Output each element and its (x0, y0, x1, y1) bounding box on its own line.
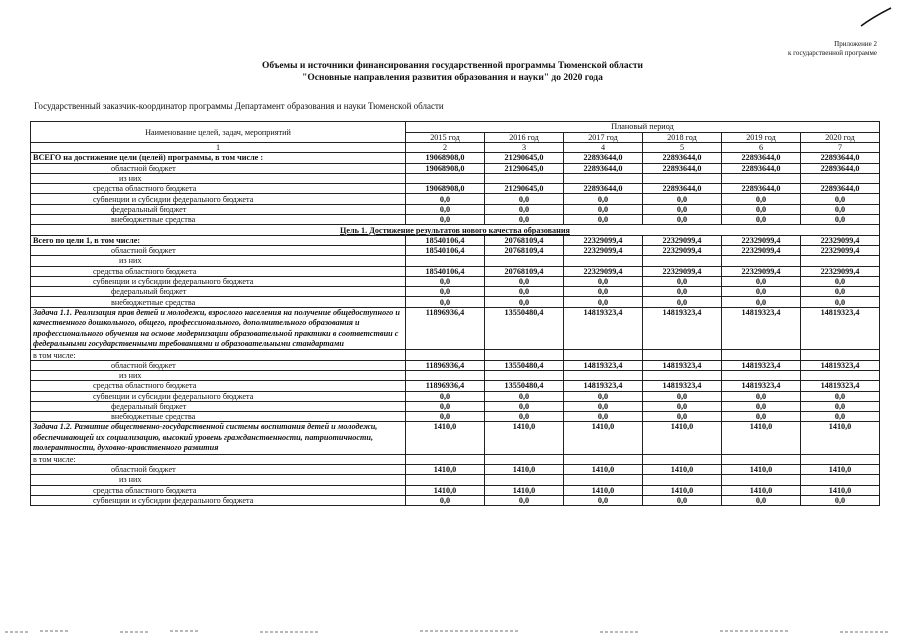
row-value: 0,0 (722, 287, 801, 297)
row-label: областной бюджет (31, 360, 406, 370)
header-year: 2015 год (406, 132, 485, 143)
row-value: 19068908,0 (406, 153, 485, 163)
task-row (31, 307, 880, 350)
row-value: 1410,0 (564, 485, 643, 495)
row-label: средства областного бюджета (31, 381, 406, 391)
row-value: 20768109,4 (485, 245, 564, 255)
row-value (406, 475, 485, 485)
row-value: 0,0 (801, 276, 880, 286)
row-value (801, 173, 880, 183)
row-value: 0,0 (406, 391, 485, 401)
row-value: 0,0 (722, 495, 801, 505)
table-row (31, 287, 880, 297)
row-value: 1410,0 (406, 464, 485, 474)
table-row (31, 464, 880, 474)
empty-cell (406, 454, 485, 464)
empty-cell (801, 454, 880, 464)
task-value: 1410,0 (485, 422, 564, 454)
row-value: 0,0 (564, 215, 643, 225)
row-value: 14819323,4 (722, 360, 801, 370)
row-value: 0,0 (801, 412, 880, 422)
row-value: 0,0 (801, 495, 880, 505)
row-value (722, 256, 801, 266)
row-value: 14819323,4 (722, 381, 801, 391)
row-value: 19068908,0 (406, 184, 485, 194)
appendix-line2: к государственной программе (788, 49, 877, 57)
task-value: 11896936,4 (406, 307, 485, 350)
empty-cell (722, 350, 801, 360)
row-value: 13550480,4 (485, 360, 564, 370)
appendix-line1: Приложение 2 (834, 40, 877, 48)
table-row (31, 475, 880, 485)
table-row (31, 370, 880, 380)
row-value: 19068908,0 (406, 163, 485, 173)
row-value (643, 173, 722, 183)
header-number: 3 (485, 143, 564, 153)
row-value: 14819323,4 (801, 381, 880, 391)
table-row (31, 235, 880, 245)
empty-cell (643, 454, 722, 464)
row-value: 0,0 (722, 215, 801, 225)
row-value: 22329099,4 (722, 245, 801, 255)
row-value: 0,0 (643, 194, 722, 204)
row-value: 22893644,0 (801, 163, 880, 173)
row-value: 0,0 (643, 204, 722, 214)
row-value (406, 370, 485, 380)
table-row (31, 485, 880, 495)
row-value: 21290645,0 (485, 163, 564, 173)
table-row (31, 495, 880, 505)
row-value (722, 370, 801, 380)
row-label: областной бюджет (31, 464, 406, 474)
table-row (31, 360, 880, 370)
row-value: 14819323,4 (643, 360, 722, 370)
row-label: средства областного бюджета (31, 485, 406, 495)
row-value: 0,0 (564, 412, 643, 422)
row-value: 11896936,4 (406, 360, 485, 370)
row-value: 22893644,0 (801, 153, 880, 163)
row-value (643, 370, 722, 380)
incl-label: в том числе: (31, 454, 406, 464)
row-value: 22329099,4 (564, 266, 643, 276)
row-value: 1410,0 (643, 485, 722, 495)
row-value: 0,0 (643, 297, 722, 307)
row-value: 0,0 (801, 297, 880, 307)
task-value: 14819323,4 (643, 307, 722, 350)
row-value: 1410,0 (722, 464, 801, 474)
task-value: 1410,0 (722, 422, 801, 454)
row-label: федеральный бюджет (31, 287, 406, 297)
row-value: 14819323,4 (801, 360, 880, 370)
row-value: 0,0 (801, 194, 880, 204)
table-row (31, 381, 880, 391)
row-value: 0,0 (722, 391, 801, 401)
row-value: 0,0 (643, 276, 722, 286)
row-value: 0,0 (485, 204, 564, 214)
row-value: 0,0 (722, 297, 801, 307)
row-value: 0,0 (643, 401, 722, 411)
row-label: субвенции и субсидии федерального бюджета (31, 495, 406, 505)
table-row (31, 194, 880, 204)
row-value: 22893644,0 (722, 153, 801, 163)
row-label: субвенции и субсидии федерального бюджета (31, 391, 406, 401)
row-value: 22329099,4 (643, 245, 722, 255)
row-value: 0,0 (406, 495, 485, 505)
table-row (31, 204, 880, 214)
row-value (801, 370, 880, 380)
row-value: 0,0 (801, 215, 880, 225)
table-row (31, 245, 880, 255)
row-value: 0,0 (722, 276, 801, 286)
row-value: 22329099,4 (801, 266, 880, 276)
header-number: 1 (31, 143, 406, 153)
goal-row (31, 225, 880, 235)
table-row (31, 297, 880, 307)
row-value: 22329099,4 (564, 235, 643, 245)
row-value: 14819323,4 (643, 381, 722, 391)
row-label: субвенции и субсидии федерального бюджета (31, 194, 406, 204)
row-value: 14819323,4 (564, 360, 643, 370)
empty-cell (643, 350, 722, 360)
row-value: 0,0 (485, 297, 564, 307)
row-label: субвенции и субсидии федерального бюджета (31, 276, 406, 286)
row-value: 22893644,0 (643, 163, 722, 173)
row-value: 0,0 (801, 401, 880, 411)
row-value: 0,0 (564, 287, 643, 297)
task-value: 14819323,4 (722, 307, 801, 350)
task-value: 1410,0 (643, 422, 722, 454)
row-value: 1410,0 (485, 485, 564, 495)
row-value: 21290645,0 (485, 184, 564, 194)
table-row (31, 163, 880, 173)
header-year: 2018 год (643, 132, 722, 143)
appendix-note (788, 40, 877, 58)
row-value: 22893644,0 (564, 153, 643, 163)
header-number: 2 (406, 143, 485, 153)
financing-table (30, 121, 880, 506)
row-value: 11896936,4 (406, 381, 485, 391)
table-row (31, 153, 880, 163)
header-numbers-row (31, 143, 880, 153)
row-value: 22893644,0 (564, 163, 643, 173)
row-label: средства областного бюджета (31, 266, 406, 276)
row-value: 1410,0 (406, 485, 485, 495)
row-value: 0,0 (564, 391, 643, 401)
table-row (31, 276, 880, 286)
table-row (31, 266, 880, 276)
row-value: 22329099,4 (564, 245, 643, 255)
row-value: 0,0 (485, 391, 564, 401)
row-label: областной бюджет (31, 245, 406, 255)
row-value: 20768109,4 (485, 266, 564, 276)
footer-marks (0, 626, 905, 636)
row-value: 22893644,0 (722, 184, 801, 194)
row-value: 22893644,0 (722, 163, 801, 173)
header-period: Плановый период (406, 122, 880, 133)
task-value: 1410,0 (564, 422, 643, 454)
row-value: 22893644,0 (643, 184, 722, 194)
table-row (31, 412, 880, 422)
row-value: 18540106,4 (406, 235, 485, 245)
row-value (406, 173, 485, 183)
task-value: 1410,0 (406, 422, 485, 454)
row-value: 0,0 (564, 276, 643, 286)
row-label: из них (31, 370, 406, 380)
empty-cell (564, 454, 643, 464)
row-value: 0,0 (722, 401, 801, 411)
empty-cell (485, 350, 564, 360)
row-value (485, 370, 564, 380)
document-title (0, 60, 905, 84)
row-value: 0,0 (643, 412, 722, 422)
row-value (722, 173, 801, 183)
row-label: областной бюджет (31, 163, 406, 173)
row-value: 1410,0 (722, 485, 801, 495)
customer-line: Государственный заказчик-координатор программы Департамент образования и науки Тюменской области (34, 101, 444, 111)
table-row (31, 401, 880, 411)
row-value (564, 256, 643, 266)
row-value: 1410,0 (643, 464, 722, 474)
header-year: 2019 год (722, 132, 801, 143)
row-label: средства областного бюджета (31, 184, 406, 194)
row-value: 22329099,4 (643, 235, 722, 245)
row-value: 22329099,4 (643, 266, 722, 276)
task-label: Задача 1.1. Реализация прав детей и молодежи, взрослого населения на получение общедоступного и качественного дошкольного, общего, профессионального, дополнительного образования и профессионального обучения на основе модернизации образовательной практики в соответствии с федеральными государственными требованиями и образовательными стандартами (31, 307, 406, 350)
row-value: 1410,0 (801, 485, 880, 495)
task-value: 13550480,4 (485, 307, 564, 350)
row-value (564, 370, 643, 380)
row-value: 0,0 (406, 215, 485, 225)
title-line1: Объемы и источники финансирования государственной программы Тюменской области (261, 61, 643, 71)
row-value: 22329099,4 (722, 235, 801, 245)
row-value: 1410,0 (564, 464, 643, 474)
row-value (801, 475, 880, 485)
header-number: 6 (722, 143, 801, 153)
signature-mark (859, 6, 893, 28)
row-value: 22893644,0 (643, 153, 722, 163)
row-value: 0,0 (722, 412, 801, 422)
row-label: внебюджетные средства (31, 215, 406, 225)
row-value (801, 256, 880, 266)
row-value: 21290645,0 (485, 153, 564, 163)
row-value: 20768109,4 (485, 235, 564, 245)
empty-cell (564, 350, 643, 360)
header-number: 4 (564, 143, 643, 153)
row-value (564, 475, 643, 485)
incl-row (31, 350, 880, 360)
row-value: 0,0 (801, 204, 880, 214)
row-label: федеральный бюджет (31, 204, 406, 214)
task-value: 1410,0 (801, 422, 880, 454)
row-value (485, 173, 564, 183)
row-value: 0,0 (406, 287, 485, 297)
row-value: 0,0 (406, 297, 485, 307)
row-value (485, 256, 564, 266)
header-year: 2017 год (564, 132, 643, 143)
goal-heading: Цель 1. Достижение результатов нового качества образования (31, 225, 880, 235)
row-label: из них (31, 173, 406, 183)
row-value: 0,0 (485, 276, 564, 286)
row-value: 0,0 (564, 204, 643, 214)
task-row (31, 422, 880, 454)
empty-cell (801, 350, 880, 360)
row-value: 0,0 (406, 276, 485, 286)
row-label: федеральный бюджет (31, 401, 406, 411)
row-value: 0,0 (643, 391, 722, 401)
row-value: 22329099,4 (722, 266, 801, 276)
row-label: из них (31, 256, 406, 266)
table-row (31, 173, 880, 183)
row-value: 0,0 (485, 287, 564, 297)
incl-row (31, 454, 880, 464)
header-name-col: Наименование целей, задач, мероприятий (31, 122, 406, 143)
row-value: 0,0 (643, 215, 722, 225)
row-value: 1410,0 (801, 464, 880, 474)
row-value: 0,0 (485, 215, 564, 225)
row-value: 0,0 (406, 401, 485, 411)
row-value: 0,0 (485, 412, 564, 422)
row-value: 14819323,4 (564, 381, 643, 391)
table-row (31, 184, 880, 194)
row-value (485, 475, 564, 485)
header-number: 7 (801, 143, 880, 153)
table-body (31, 153, 880, 506)
table-row (31, 256, 880, 266)
header-number: 5 (643, 143, 722, 153)
row-value (406, 256, 485, 266)
row-label: внебюджетные средства (31, 412, 406, 422)
row-value: 0,0 (564, 401, 643, 411)
row-value: 22329099,4 (801, 235, 880, 245)
table-row (31, 215, 880, 225)
row-value (564, 173, 643, 183)
row-value: 1410,0 (485, 464, 564, 474)
empty-cell (722, 454, 801, 464)
row-value: 22893644,0 (564, 184, 643, 194)
row-value: 0,0 (801, 391, 880, 401)
row-value: 0,0 (564, 495, 643, 505)
row-value: 13550480,4 (485, 381, 564, 391)
row-label: Всего по цели 1, в том числе: (31, 235, 406, 245)
row-value: 0,0 (485, 194, 564, 204)
task-value: 14819323,4 (564, 307, 643, 350)
row-value: 0,0 (564, 297, 643, 307)
header-year: 2020 год (801, 132, 880, 143)
incl-label: в том числе: (31, 350, 406, 360)
header-year: 2016 год (485, 132, 564, 143)
task-value: 14819323,4 (801, 307, 880, 350)
row-value: 0,0 (406, 194, 485, 204)
table-row (31, 391, 880, 401)
row-value: 22893644,0 (801, 184, 880, 194)
row-value: 0,0 (485, 401, 564, 411)
row-value: 0,0 (406, 204, 485, 214)
row-value (643, 475, 722, 485)
row-value: 0,0 (643, 495, 722, 505)
row-value: 0,0 (643, 287, 722, 297)
row-label: ВСЕГО на достижение цели (целей) программы, в том числе : (31, 153, 406, 163)
row-label: из них (31, 475, 406, 485)
row-value (722, 475, 801, 485)
task-label: Задача 1.2. Развитие общественно-государственной системы воспитания детей и молодежи, обеспечивающей их социализацию, высокий уровень гражданственности, патриотичности, толерантности, духовно-нравственного развития (31, 422, 406, 454)
row-label: внебюджетные средства (31, 297, 406, 307)
row-value (643, 256, 722, 266)
row-value: 18540106,4 (406, 245, 485, 255)
row-value: 0,0 (722, 204, 801, 214)
title-line2: "Основные направления развития образования и науки" до 2020 года (302, 73, 603, 83)
row-value: 0,0 (485, 495, 564, 505)
row-value: 0,0 (406, 412, 485, 422)
row-value: 0,0 (564, 194, 643, 204)
row-value: 22329099,4 (801, 245, 880, 255)
row-value: 0,0 (722, 194, 801, 204)
empty-cell (485, 454, 564, 464)
empty-cell (406, 350, 485, 360)
row-value: 18540106,4 (406, 266, 485, 276)
row-value: 0,0 (801, 287, 880, 297)
